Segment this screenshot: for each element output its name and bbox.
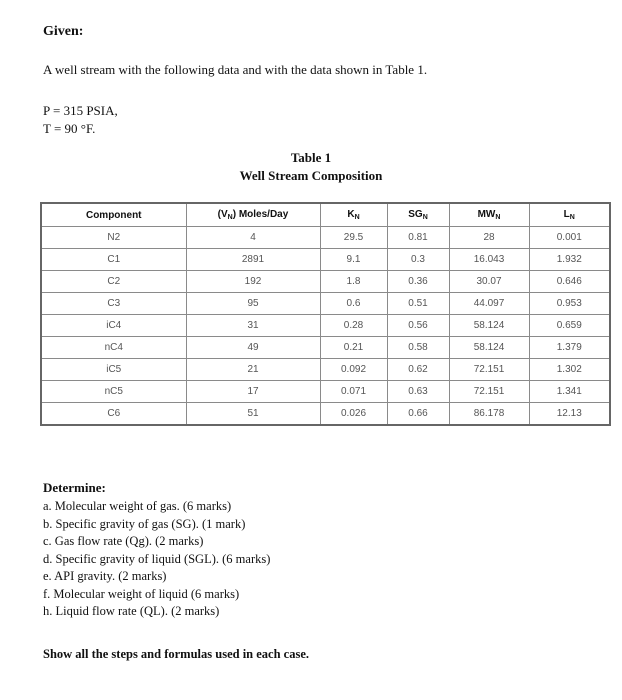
table-cell: 0.3 — [387, 249, 449, 271]
table-cell: 0.36 — [387, 271, 449, 293]
table-cell: iC5 — [41, 359, 186, 381]
question-item: a. Molecular weight of gas. (6 marks) — [43, 499, 232, 513]
table-cell: 0.092 — [320, 359, 387, 381]
table-cell: 58.124 — [449, 315, 529, 337]
table-row — [41, 271, 610, 293]
table-row — [41, 227, 610, 249]
table-cell: 0.63 — [387, 381, 449, 403]
table-cell: 0.6 — [320, 293, 387, 315]
table-cell: 4 — [186, 227, 320, 249]
table-cell: 0.81 — [387, 227, 449, 249]
table-row — [41, 337, 610, 359]
table-cell: 1.379 — [529, 337, 610, 359]
table-header-row — [41, 203, 610, 227]
table-cell: 51 — [186, 403, 320, 426]
table-cell: 95 — [186, 293, 320, 315]
table-cell: iC4 — [41, 315, 186, 337]
table-cell: 0.51 — [387, 293, 449, 315]
question-item: d. Specific gravity of liquid (SGL). (6 marks) — [43, 551, 271, 566]
well-stream-table — [40, 202, 611, 426]
table-cell: 28 — [449, 227, 529, 249]
table-cell: 29.5 — [320, 227, 387, 249]
table-cell: C6 — [41, 403, 186, 426]
table-cell: C3 — [41, 293, 186, 315]
table-cell: 1.8 — [320, 271, 387, 293]
table-cell: 9.1 — [320, 249, 387, 271]
table-body — [41, 227, 610, 426]
question-item: h. Liquid flow rate (QL). (2 marks) — [43, 604, 220, 618]
table-cell: 0.953 — [529, 293, 610, 315]
header-component: Component — [41, 203, 186, 227]
table-cell: 192 — [186, 271, 320, 293]
table-cell: 31 — [186, 315, 320, 337]
table-cell: 0.58 — [387, 337, 449, 359]
table-cell: 1.302 — [529, 359, 610, 381]
table-cell: 2891 — [186, 249, 320, 271]
header-mw: $MW_N$ — [449, 203, 529, 227]
table-cell: 0.66 — [387, 403, 449, 426]
temperature-condition: T = 90 °F. — [43, 121, 96, 136]
table-cell: 1.341 — [529, 381, 610, 403]
table-cell: 72.151 — [449, 381, 529, 403]
table-row — [41, 381, 610, 403]
question-list — [43, 498, 270, 621]
table-cell: 0.646 — [529, 271, 610, 293]
table-cell: 12.13 — [529, 403, 610, 426]
header-sg: $SG_N$ — [387, 203, 449, 227]
table-row — [41, 403, 610, 426]
table-cell: 0.659 — [529, 315, 610, 337]
header-k: $K_N$ — [320, 203, 387, 227]
table-cell: N2 — [41, 227, 186, 249]
table-row — [41, 359, 610, 381]
table-row — [41, 315, 610, 337]
given-heading: Given: — [43, 24, 84, 39]
table-cell: 44.097 — [449, 293, 529, 315]
pressure-condition: P = 315 PSIA, — [43, 103, 118, 118]
question-item: c. Gas flow rate (Qg). (2 marks) — [43, 534, 204, 548]
table-cell: 86.178 — [449, 403, 529, 426]
table-cell: 30.07 — [449, 271, 529, 293]
determine-heading: Determine: — [43, 480, 106, 495]
question-item: b. Specific gravity of gas (SG). (1 mark) — [43, 516, 246, 531]
table-cell: 0.28 — [320, 315, 387, 337]
table-cell: 16.043 — [449, 249, 529, 271]
table-cell: 0.62 — [387, 359, 449, 381]
table-cell: 0.56 — [387, 315, 449, 337]
table-caption-title: Well Stream Composition — [239, 168, 383, 183]
table-row — [41, 249, 610, 271]
table-cell: 0.21 — [320, 337, 387, 359]
problem-intro: A well stream with the following data and with the data shown in Table 1. — [43, 62, 428, 77]
table-cell: 58.124 — [449, 337, 529, 359]
table-cell: C1 — [41, 249, 186, 271]
table-cell: 21 — [186, 359, 320, 381]
table-cell: 17 — [186, 381, 320, 403]
header-l: $L_N$ — [529, 203, 610, 227]
table-cell: 49 — [186, 337, 320, 359]
instructions-footer: Show all the steps and formulas used in each case. — [43, 647, 309, 661]
table-cell: 0.071 — [320, 381, 387, 403]
question-item: e. API gravity. (2 marks) — [43, 569, 167, 583]
header-moles-per-day: $(V_N)$ Moles/Day — [186, 203, 320, 227]
question-item: f. Molecular weight of liquid (6 marks) — [43, 586, 240, 601]
table-caption-number: Table 1 — [290, 150, 332, 165]
table-cell: C2 — [41, 271, 186, 293]
table-cell: 0.026 — [320, 403, 387, 426]
table-row — [41, 293, 610, 315]
table-cell: nC4 — [41, 337, 186, 359]
table-cell: 72.151 — [449, 359, 529, 381]
table-cell: nC5 — [41, 381, 186, 403]
table-cell: 0.001 — [529, 227, 610, 249]
table-cell: 1.932 — [529, 249, 610, 271]
